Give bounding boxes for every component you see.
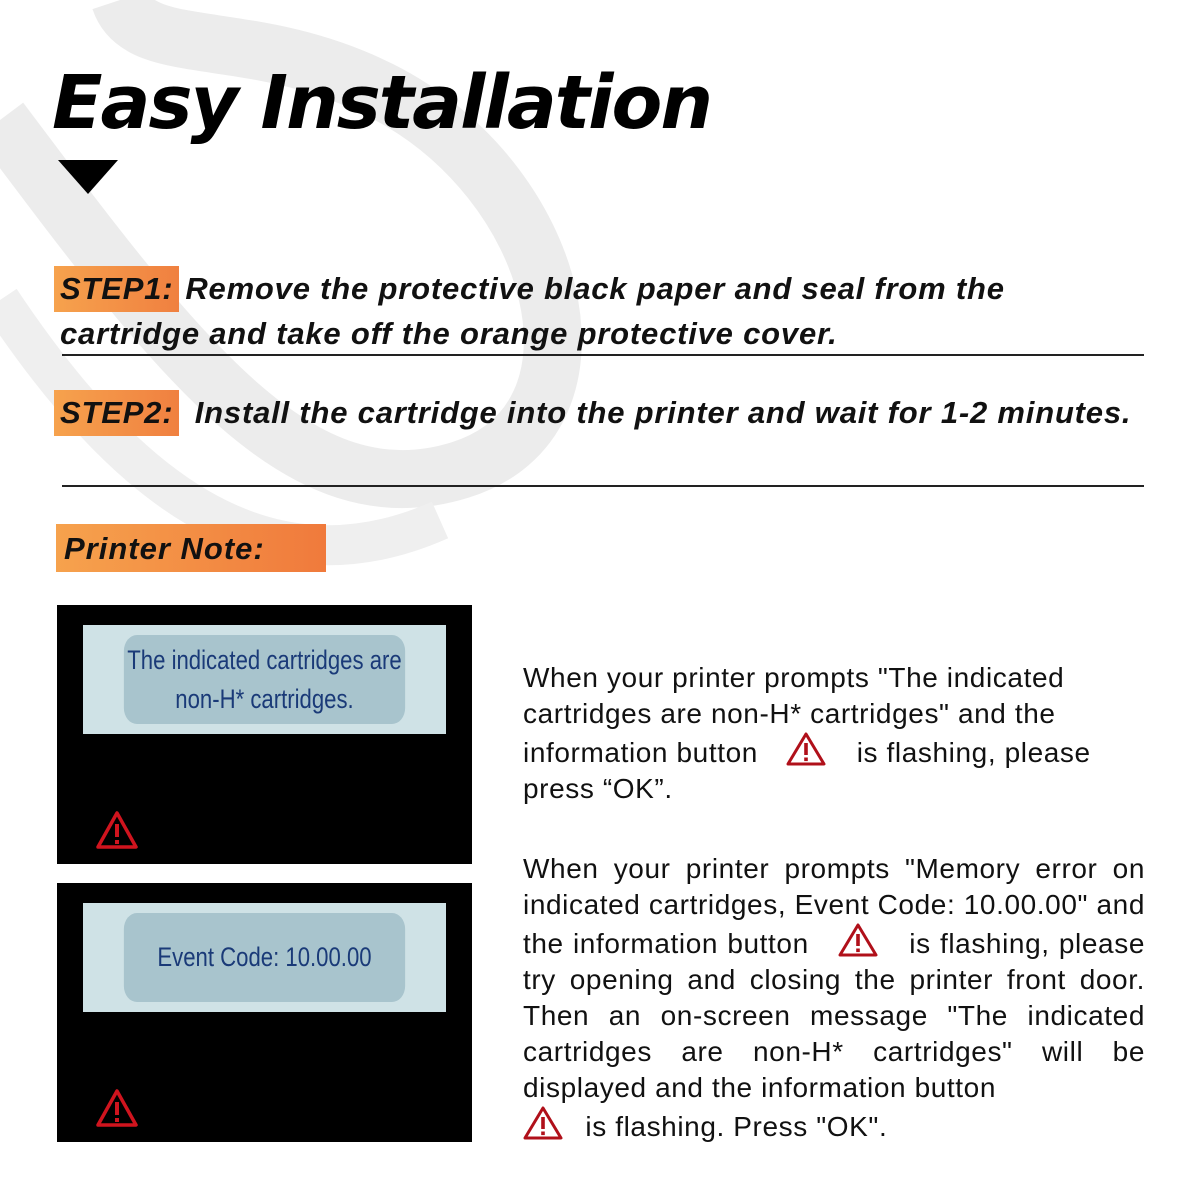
step-1-tag: STEP1: bbox=[54, 266, 179, 312]
step-1-text: Remove the protective black paper and seal from the cartridge and take off the orange protective cover. bbox=[60, 271, 1005, 351]
description-1-text-a: When your printer prompts "The indicated cartridges are non-H* cartridges" and the information button bbox=[523, 662, 1065, 768]
description-2-text-b: is flashing, please try opening and closing the printer front door. Then an on-screen message "The indicated cartridges are non-H* cartridges" will be displayed and the information button bbox=[523, 928, 1145, 1103]
printer-note-description-2 bbox=[523, 851, 1145, 1145]
printer-display-panel-1 bbox=[57, 605, 472, 864]
step-2 bbox=[60, 390, 1145, 436]
down-triangle-arrow-icon bbox=[58, 160, 118, 194]
step-2-text: Install the cartridge into the printer and wait for 1-2 minutes. bbox=[185, 395, 1132, 430]
printer-screen-2 bbox=[83, 903, 446, 1012]
description-2-text-c: is flashing. Press "OK". bbox=[585, 1111, 888, 1142]
page-title: Easy Installation bbox=[52, 60, 712, 146]
printer-note-label: Printer Note: bbox=[56, 524, 326, 572]
printer-note-description-1 bbox=[523, 660, 1145, 807]
warning-triangle-icon bbox=[838, 923, 878, 957]
printer-screen-1-message bbox=[124, 635, 405, 724]
description-2-text-a: When your printer prompts "Memory error on indicated cartridges, Event Code: 10.00.00" and the information button bbox=[523, 853, 1145, 959]
printer-screen-2-message bbox=[124, 913, 405, 1002]
step-2-tag: STEP2: bbox=[54, 390, 179, 436]
warning-triangle-icon bbox=[523, 1106, 563, 1140]
screen-1-line-2: non-H* cartridges. bbox=[175, 683, 354, 714]
printer-screen-1 bbox=[83, 625, 446, 734]
warning-triangle-icon bbox=[95, 810, 139, 850]
warning-triangle-icon bbox=[786, 732, 826, 766]
description-1-text-b: is flashing, please press “OK”. bbox=[523, 737, 1091, 804]
step-1-divider bbox=[62, 354, 1144, 356]
step-2-divider bbox=[62, 485, 1144, 487]
step-1 bbox=[60, 266, 1145, 356]
warning-triangle-icon bbox=[95, 1088, 139, 1128]
printer-display-panel-2 bbox=[57, 883, 472, 1142]
screen-2-line-1: Event Code: 10.00.00 bbox=[157, 942, 372, 972]
screen-1-line-1: The indicated cartridges are bbox=[127, 644, 402, 675]
